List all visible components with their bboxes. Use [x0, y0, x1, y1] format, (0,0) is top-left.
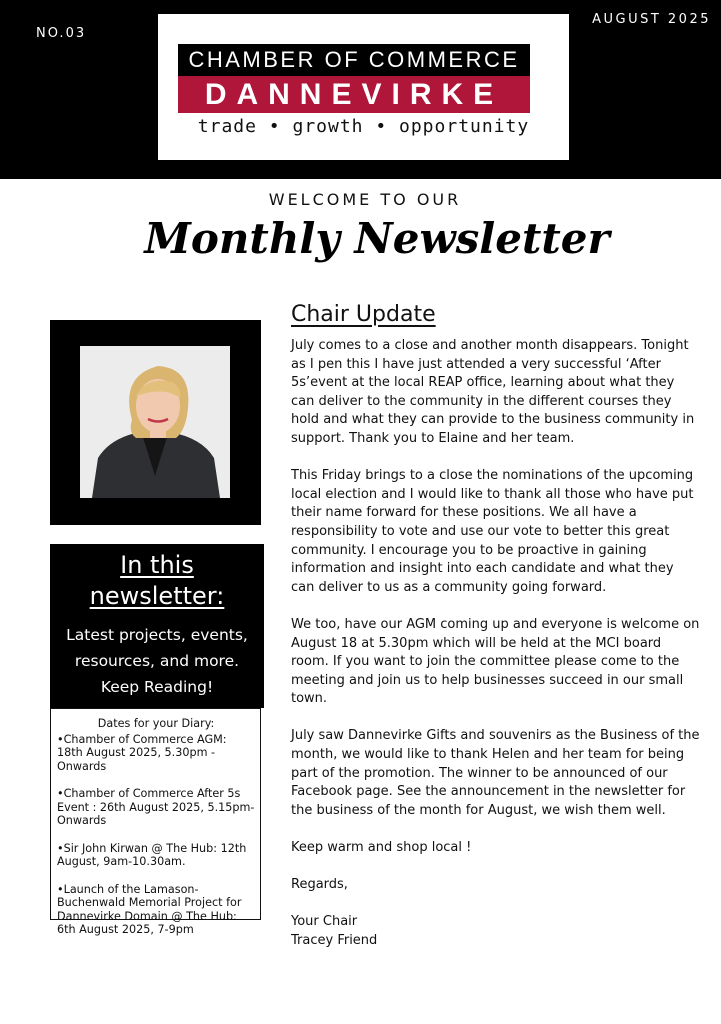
newsletter-title: Monthly Newsletter: [144, 214, 610, 263]
logo-line-chamber: CHAMBER OF COMMERCE: [178, 44, 530, 76]
signature-role: Your Chair: [291, 914, 358, 930]
signature-name: Tracey Friend: [291, 933, 378, 948]
chair-photo-frame: [50, 320, 261, 525]
article-paragraph: We too, have our AGM coming up and everyone is welcome on August 18 at 5.30pm which will be held at the MCI board room. If you want to join the committee please come to the meeting and join us to help businesses succeed in our small town.: [291, 616, 700, 707]
diary-item: •Chamber of Commerce AGM: 18th August 2025, 5.30pm - Onwards: [57, 732, 227, 773]
diary-item: •Sir John Kirwan @ The Hub: 12th August, 9am-10.30am.: [57, 841, 247, 868]
article-title: Chair Update: [291, 302, 436, 327]
article-paragraph: This Friday brings to a close the nominations of the upcoming local election and I would like to thank all those who have put their name forward for these positions. We all have a responsibility to vote and use our vote to better this great community. I encourage you to be proactive in gaining information and insight into each candidate and what they can deliver to us as a community going forward.: [291, 468, 694, 595]
in-this-newsletter-box: [50, 544, 264, 708]
toc-summary: [50, 622, 264, 700]
toc-heading: [50, 550, 264, 612]
chair-update-article: [291, 302, 701, 951]
issue-date: AUGUST 2025: [592, 12, 711, 27]
portrait-illustration: [80, 346, 230, 498]
logo-line-dannevirke: DANNEVIRKE: [178, 76, 530, 113]
toc-summary-line1: Latest projects, events,: [66, 626, 248, 644]
signature: [291, 913, 701, 950]
toc-heading-line1: In this: [120, 551, 194, 579]
header-banner: [0, 0, 721, 179]
toc-summary-line2: resources, and more.: [74, 652, 240, 670]
article-paragraph: July comes to a close and another month disappears. Tonight as I pen this I have just attended a very successful ‘After 5s’event at the local REAP office, learning about what they can deliver to the community in the different courses they hold and what they can provide to the business community in support. Thank you to Elaine and her team.: [291, 338, 695, 446]
logo-tagline: trade • growth • opportunity: [197, 116, 530, 137]
diary-item: •Chamber of Commerce After 5s Event : 26th August 2025, 5.15pm-Onwards: [57, 787, 255, 827]
welcome-heading: WELCOME TO OUR: [268, 190, 462, 209]
article-paragraph: Keep warm and shop local !: [291, 840, 472, 856]
chair-portrait-image: [80, 346, 230, 498]
toc-heading-line2: newsletter:: [89, 582, 225, 610]
diary-title: Dates for your Diary:: [97, 717, 215, 730]
diary-item: •Launch of the Lamason-Buchenwald Memorial Project for Dannevirke Domain @ The Hub: 6th August 2025, 7-9pm: [57, 882, 242, 936]
issue-number: NO.03: [36, 26, 87, 41]
article-paragraph: July saw Dannevirke Gifts and souvenirs as the Business of the month, we would like to thank Helen and her team for being part of the promotion. The winner to be announced of our Facebook page. See the announcement in the newsletter for the business of the month for August, we wish them well.: [291, 728, 700, 818]
diary-dates-box: [50, 708, 261, 936]
toc-summary-line3: Keep Reading!: [100, 678, 214, 696]
chamber-logo: [158, 14, 569, 160]
article-paragraph: Regards,: [291, 877, 348, 893]
